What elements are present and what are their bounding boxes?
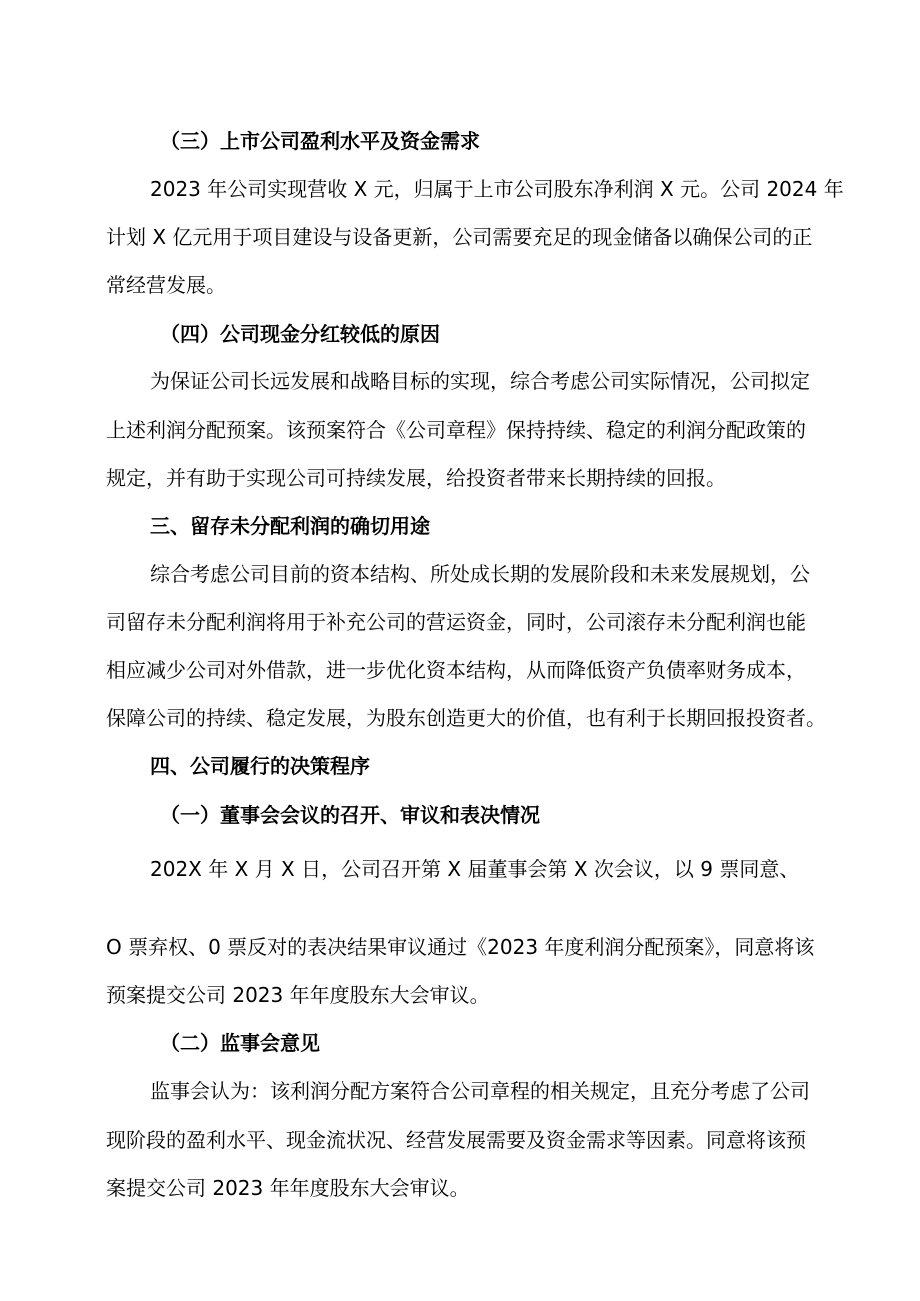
paragraph-line: O 票弃权、0 票反对的表决结果审议通过《2023 年度利润分配预案》，同意将该 [106,935,815,959]
paragraph-line: 规定，并有助于实现公司可持续发展，给投资者带来长期持续的回报。 [106,466,726,490]
subsection-heading-board-meeting: （一）董事会会议的召开、审议和表决情况 [160,803,540,827]
section-heading-retained-profit-use: 三、留存未分配利润的确切用途 [150,514,430,538]
paragraph-line: 常经营发展。 [106,273,226,297]
section-heading-low-dividend-reason: （四）公司现金分红较低的原因 [160,322,440,346]
paragraph-line: 案提交公司 2023 年年度股东大会审议。 [106,1176,470,1200]
paragraph-line: 综合考虑公司目前的资本结构、所处成长期的发展阶段和未来发展规划，公 [150,562,810,586]
section-heading-decision-procedure: 四、公司履行的决策程序 [150,754,370,778]
subsection-heading-supervisory-board: （二）监事会意见 [160,1031,320,1055]
paragraph-line: 现阶段的盈利水平、现金流状况、经营发展需要及资金需求等因素。同意将该预 [106,1128,806,1152]
paragraph-line: 保障公司的持续、稳定发展，为股东创造更大的价值，也有利于长期回报投资者。 [106,706,826,730]
paragraph-line: 2023 年公司实现营收 X 元，归属于上市公司股东净利润 X 元。公司 2024 年 [150,177,844,201]
paragraph-line: 监事会认为：该利润分配方案符合公司章程的相关规定，且充分考虑了公司 [150,1079,810,1103]
paragraph-line: 司留存未分配利润将用于补充公司的营运资金，同时，公司滚存未分配利润也能 [106,610,806,634]
paragraph-line: 上述利润分配预案。该预案符合《公司章程》保持持续、稳定的利润分配政策的 [106,418,806,442]
paragraph-line: 为保证公司长远发展和战略目标的实现，综合考虑公司实际情况，公司拟定 [150,369,810,393]
paragraph-line: 预案提交公司 2023 年年度股东大会审议。 [106,983,490,1007]
paragraph-line: 相应减少公司对外借款，进一步优化资本结构，从而降低资产负债率财务成本， [106,658,806,682]
paragraph-line: 计划 X 亿元用于项目建设与设备更新，公司需要充足的现金储备以确保公司的正 [106,225,813,249]
paragraph-line: 202X 年 X 月 X 日，公司召开第 X 届董事会第 X 次会议，以 9 票同意、 [150,857,800,881]
section-heading-profit-level: （三）上市公司盈利水平及资金需求 [160,129,480,153]
